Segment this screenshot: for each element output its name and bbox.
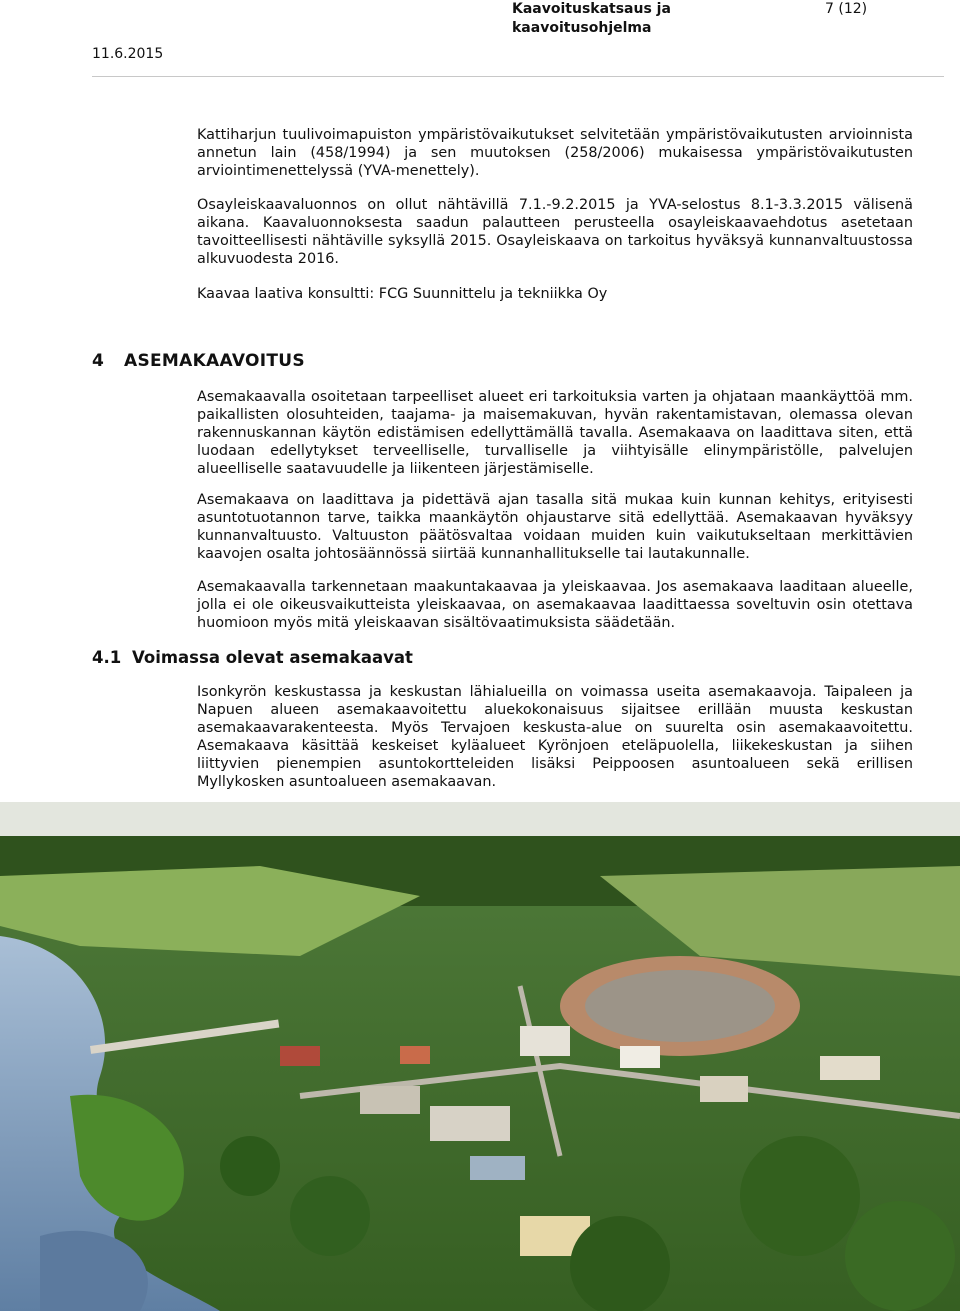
section-4-number: 4 (92, 351, 105, 371)
photo-trees (740, 1136, 860, 1256)
section-4-paragraph-3: Asemakaavalla tarkennetaan maakuntakaavaa ja yleiskaavaa. Jos asemakaava laaditaan alueelle, jolla ei ole oikeusvaikutteista yleiskaavaa, on asemakaavaa laadittaessa soveltuvin osin otettava huomioon myös mitä yleiskaavan sisältövaatimuksista säädetään. (197, 579, 913, 631)
document-title-line1: Kaavoituskatsaus ja (512, 1, 671, 17)
photo-trees (290, 1176, 370, 1256)
photo-building (700, 1076, 748, 1102)
photo-building (280, 1046, 320, 1066)
section-4-1-paragraph: Isonkyrön keskustassa ja keskustan lähialueilla on voimassa useita asemakaavoja. Taipaleen ja Napuen alueen asemakaavoitettu aluekokonaisuus sijaitsee erillään muusta keskustan asemakaavarakenteesta. Myös Tervajoen keskusta-alue on suurelta osin asemakaavoitettu. Asemakaava käsittää keskeiset kyläalueet Kyrönjoen eteläpuolella, liikekeskustan ja siihen liittyvien pienempien asuntokortteleiden lisäksi Peippoosen asuntoalueen sekä erillisen Myllykosken asuntoalueen asemakaavan. (197, 684, 913, 790)
intro-paragraph-schedule: Osayleiskaavaluonnos on ollut nähtävillä 7.1.-9.2.2015 ja YVA-selostus 8.1-3.3.2015 välisenä aikana. Kaavaluonnoksesta saadun palautteen perusteella osayleiskaavaehdotus asetetaan tavoitteellisesti nähtäville syksyllä 2015. Osayleiskaava on tarkoitus hyväksyä kunnanvaltuustossa alkuvuodesta 2016. (197, 197, 913, 267)
photo-building (820, 1056, 880, 1080)
photo-trees (220, 1136, 280, 1196)
photo-top-band (0, 802, 960, 836)
section-4-1-number: 4.1 (92, 648, 122, 667)
photo-building (400, 1046, 430, 1064)
document-title-line2: kaavoitusohjelma (512, 20, 652, 36)
intro-paragraph-consultant: Kaavaa laativa konsultti: FCG Suunnittelu ja tekniikka Oy (197, 286, 608, 302)
photo-building (360, 1086, 420, 1114)
section-4-heading (92, 351, 305, 371)
section-4-1-heading (92, 648, 413, 667)
photo-building (520, 1026, 570, 1056)
section-4-title: ASEMAKAAVOITUS (124, 351, 305, 371)
intro-paragraph-yva: Kattiharjun tuulivoimapuiston ympäristövaikutukset selvitetään ympäristövaikutusten arvioinnista annetun lain (458/1994) ja sen muutoksen (258/2006) mukaisessa ympäristövaikutusten arviointimenettelyssä (YVA-menettely). (197, 127, 913, 179)
photo-building (620, 1046, 660, 1068)
photo-sports-field (585, 970, 775, 1042)
photo-trees (845, 1201, 955, 1311)
photo-building (470, 1156, 525, 1180)
photo-building (430, 1106, 510, 1141)
document-date: 11.6.2015 (92, 46, 164, 62)
aerial-photo (0, 836, 960, 1311)
page-number: 7 (12) (825, 1, 868, 17)
header-divider (92, 76, 944, 77)
section-4-1-title: Voimassa olevat asemakaavat (132, 648, 413, 667)
section-4-paragraph-1: Asemakaavalla osoitetaan tarpeelliset alueet eri tarkoituksia varten ja ohjataan maankäyttöä mm. paikallisten olosuhteiden, taajama- ja maisemakuvan, hyvän rakentamistavan, olemassa olevan rakennuskannan käytön edistämisen edellyttämällä tavalla. Asemakaava on laadittava siten, että luodaan edellytykset terveelliselle, turvalliselle ja viihtyisälle elinympäristölle, palvelujen alueelliselle saatavuudelle ja liikenteen järjestämiselle. (197, 389, 913, 477)
section-4-paragraph-2: Asemakaava on laadittava ja pidettävä ajan tasalla sitä mukaa kuin kunnan kehitys, erityisesti asuntotuotannon tarve, taikka maankäytön ohjaustarve sitä edellyttää. Asemakaavan hyväksyy kunnanvaltuusto. Valtuuston päätösvaltaa voidaan muiden kuin vaikutukseltaan merkittävien kaavojen osalta johtosäännössä siirtää kunnanhallitukselle tai lautakunnalle. (197, 492, 913, 562)
document-title (512, 0, 752, 38)
